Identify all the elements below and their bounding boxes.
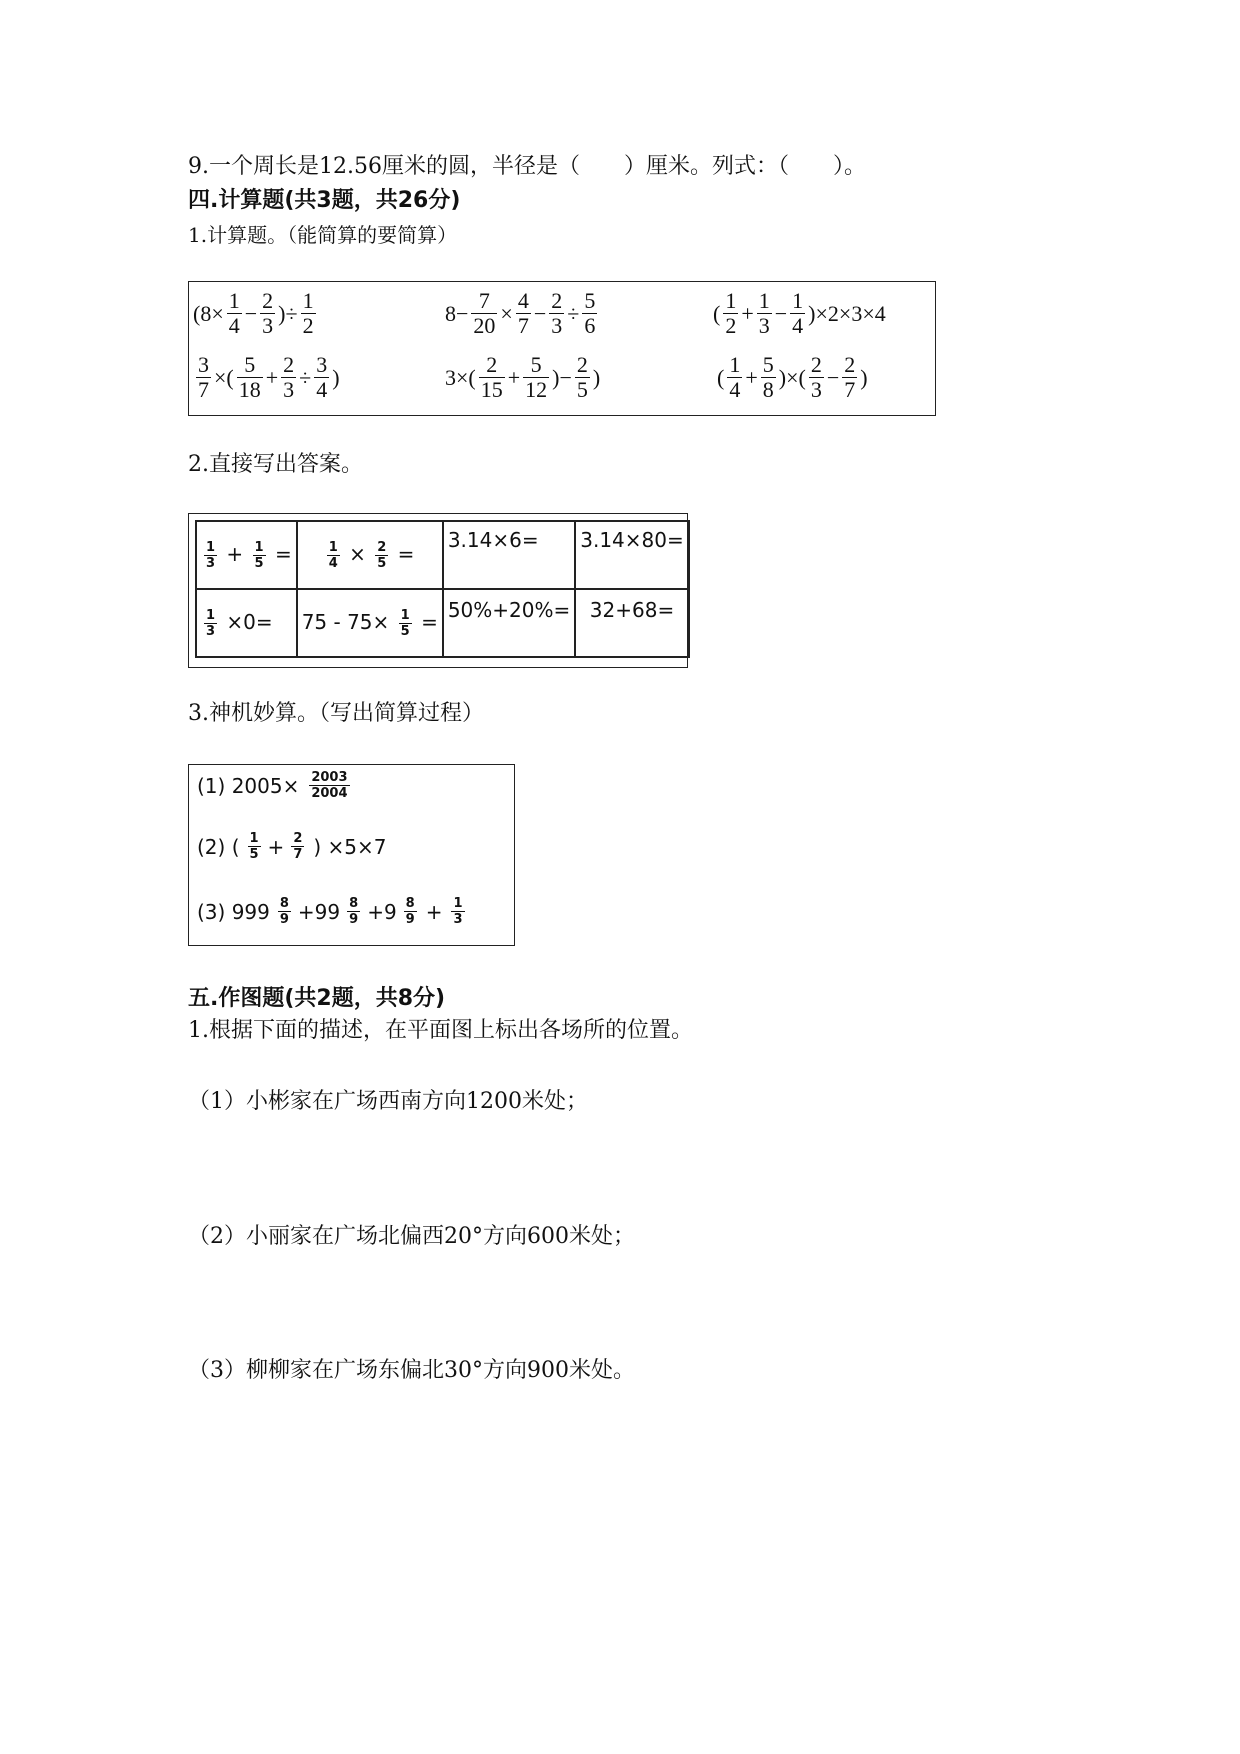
calc-expression-2: 8− $\frac{7}{20}$ × $\frac{4}{7}$ − $\frac{2}{3}$ ÷ $\frac{5}{6}$ xyxy=(445,288,596,338)
direct-answer-table xyxy=(195,520,690,658)
answer-cell-8: 32+68= xyxy=(575,589,689,657)
answer-cell-5: $\frac{1}{3}$ ×0= xyxy=(196,589,297,657)
calc-expression-4: $\frac{3}{7}$ ×( 5 18 + $\frac{2}{3}$ ÷ $\frac{3}{4}$ ) xyxy=(198,352,340,402)
answer-cell-4: 3.14×80= xyxy=(575,521,689,589)
location-item-3: （3）柳柳家在广场东偏北30°方向900米处。 xyxy=(188,1358,635,1383)
clever-calc-row-2: (2) ( 1 5 + $\frac{2}{7}$ ) ×5×7 xyxy=(197,831,387,862)
calc-problems-box xyxy=(188,281,936,416)
calc-expression-1: (8× $\frac{1}{4}$ − $\frac{2}{3}$ )÷ $\frac{1}{2}$ xyxy=(193,288,314,338)
location-item-2: （2）小丽家在广场北偏西20°方向600米处； xyxy=(188,1224,635,1249)
clever-calc-prompt: 3.神机妙算。（写出简算过程） xyxy=(188,701,484,726)
clever-calc-row-1: (1) 2005× $\frac{2003}{2004}$ xyxy=(197,770,348,801)
clever-calc-row-3: (3) 999 8 9 +99 8 9 +9 8 9 + $\frac{1}{3}$ xyxy=(197,896,463,927)
answer-cell-3: 3.14×6= xyxy=(443,521,575,589)
section-4-heading: 四.计算题(共3题，共26分) xyxy=(188,188,461,213)
drawing-question-prompt: 1.根据下面的描述，在平面图上标出各场所的位置。 xyxy=(188,1018,693,1043)
calc-expression-5: 3×( 2 15 + $\frac{5}{12}$ )− $\frac{2}{5}$ ) xyxy=(445,352,601,402)
direct-answer-box xyxy=(188,513,688,668)
clever-calc-box xyxy=(188,764,515,946)
calc-question-prompt: 1.计算题。（能简算的要简算） xyxy=(188,223,458,247)
answer-cell-6: 75 - 75× $\frac{1}{5}$ = xyxy=(297,589,443,657)
answer-cell-7: 50%+20%= xyxy=(443,589,575,657)
section-5-heading: 五.作图题(共2题，共8分) xyxy=(188,986,446,1011)
question-9: 9.一个周长是12.56厘米的圆，半径是（ ）厘米。列式：（ ）。 xyxy=(188,154,866,179)
calc-expression-6: ( 1 4 + $\frac{5}{8}$ )×( 2 3 − $\frac{2}{7}$ ) xyxy=(717,352,868,402)
answer-cell-2: $\frac{1}{4}$ × $\frac{2}{5}$ = xyxy=(297,521,443,589)
answer-cell-1: $\frac{1}{3}$ + $\frac{1}{5}$ = xyxy=(196,521,297,589)
direct-answer-prompt: 2.直接写出答案。 xyxy=(188,452,363,477)
location-item-1: （1）小彬家在广场西南方向1200米处； xyxy=(188,1089,588,1114)
calc-expression-3: ( 1 2 + $\frac{1}{3}$ − $\frac{1}{4}$ )×2×3×4 xyxy=(713,288,886,338)
